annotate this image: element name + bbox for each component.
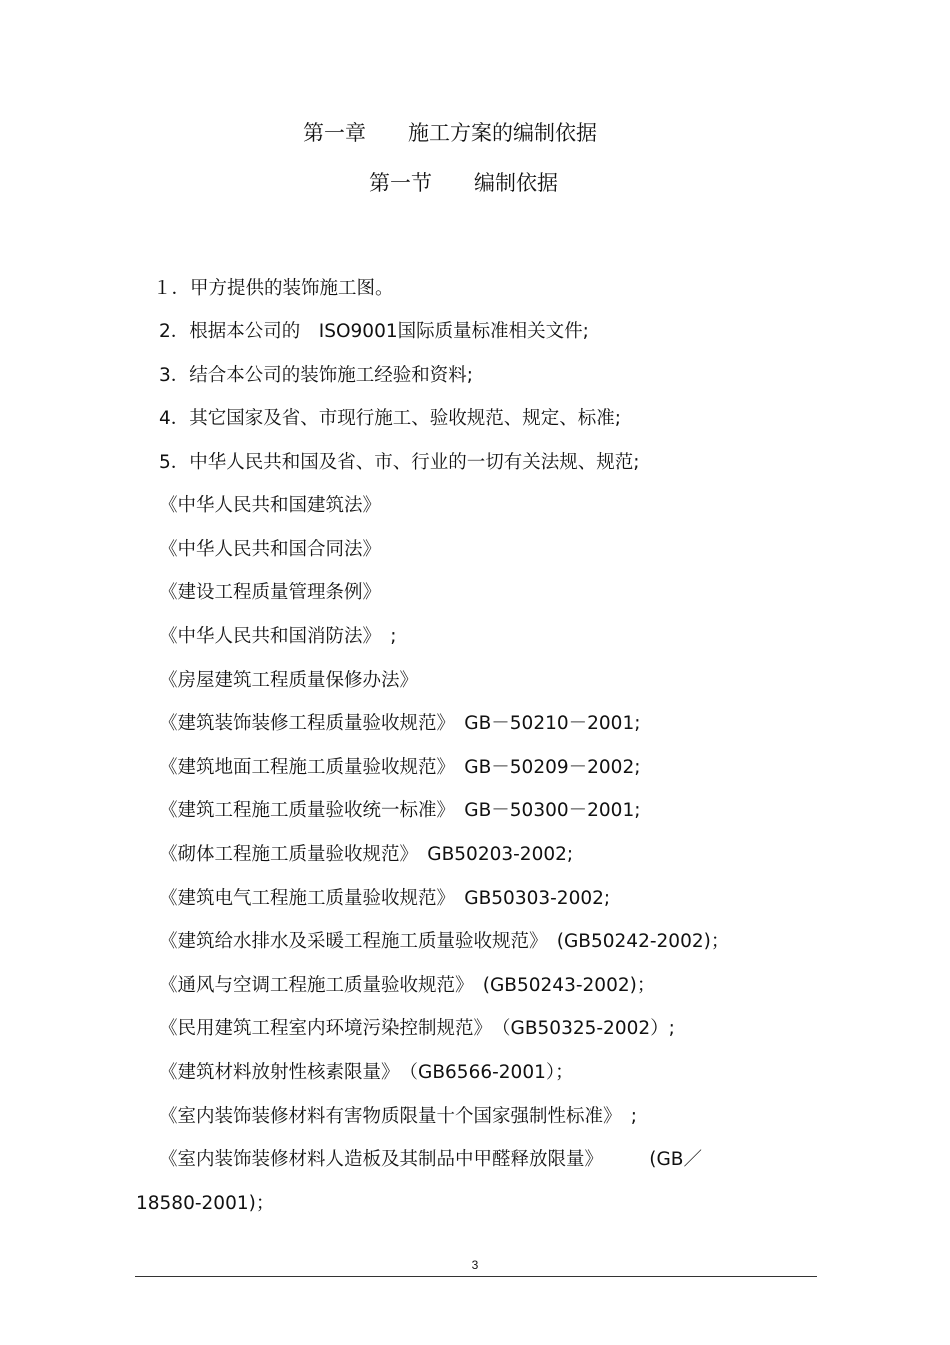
list-item: 《中华人民共和国消防法》 ;: [159, 626, 397, 647]
list-item: １．甲方提供的装饰施工图。: [153, 278, 394, 299]
list-item: 5．中华人民共和国及省、市、行业的一切有关法规、规范;: [159, 452, 640, 473]
list-item: 《房屋建筑工程质量保修办法》: [159, 670, 419, 691]
list-item: 4．其它国家及省、市现行施工、验收规范、规定、标准;: [159, 408, 622, 429]
list-item: 18580-2001)；: [136, 1193, 275, 1214]
list-item: 《建筑电气工程施工质量验收规范》 GB50303-2002;: [159, 888, 611, 909]
list-item: 《中华人民共和国合同法》: [159, 539, 382, 560]
list-item: 《建筑材料放射性核素限量》 （GB6566-2001）；: [159, 1062, 574, 1083]
list-item: 《建筑工程施工质量验收统一标准》 GB－50300－2001;: [159, 800, 641, 821]
list-item: 《中华人民共和国建筑法》: [159, 495, 382, 516]
list-item: 《室内装饰装修材料人造板及其制品中甲醛释放限量》 (GB／: [159, 1149, 702, 1170]
list-item: 《建筑装饰装修工程质量验收规范》 GB－50210－2001;: [159, 713, 641, 734]
list-item: 《民用建筑工程室内环境污染控制规范》 （GB50325-2002）;: [159, 1018, 675, 1039]
footer-rule: [135, 1276, 817, 1277]
list-item: 2．根据本公司的 ISO9001国际质量标准相关文件;: [159, 321, 589, 342]
chapter-title: 第一章 施工方案的编制依据: [303, 121, 597, 145]
list-item: 《室内装饰装修材料有害物质限量十个国家强制性标准》 ;: [159, 1106, 637, 1127]
list-item: 《建筑给水排水及采暖工程施工质量验收规范》 (GB50242-2002)；: [159, 931, 730, 952]
list-item: 《建设工程质量管理条例》: [159, 582, 382, 603]
section-title: 第一节 编制依据: [369, 171, 558, 195]
page-number: 3: [471, 1258, 479, 1272]
list-item: 《建筑地面工程施工质量验收规范》 GB－50209－2002;: [159, 757, 641, 778]
list-item: 《通风与空调工程施工质量验收规范》 (GB50243-2002)；: [159, 975, 656, 996]
list-item: 3．结合本公司的装饰施工经验和资料;: [159, 365, 474, 386]
list-item: 《砌体工程施工质量验收规范》 GB50203-2002;: [159, 844, 574, 865]
